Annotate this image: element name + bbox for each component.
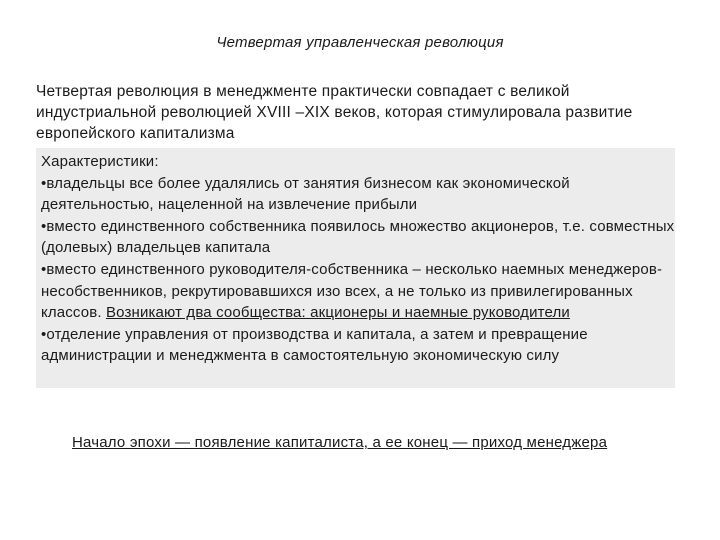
characteristic-item-3 — [41, 259, 675, 324]
characteristic-item-3-text: •вместо единственного руководителя-собственника – несколько наемных менеджеров-несобственников, рекрутировавшихся изо всех, а не только из привилегированных классов. — [41, 260, 663, 322]
conclusion-line: Начало эпохи — появление капиталиста, а ее конец — приход менеджера — [72, 434, 608, 451]
characteristic-item-1: •владельцы все более удалялись от занятия бизнесом как экономической деятельностью, нацеленной на извлечение прибыли — [41, 174, 570, 214]
characteristic-item-3-underlined: Возникают два сообщества: акционеры и наемные руководители — [106, 304, 570, 322]
slide-title: Четвертая управленческая революция — [216, 34, 504, 51]
characteristic-item-4: •отделение управления от производства и капитала, а затем и превращение администрации и менеджмента в самостоятельную экономическую силу — [41, 325, 588, 365]
characteristic-item-2: •вместо единственного собственника появилось множество акционеров, т.е. совместных (долевых) владельцев капитала — [41, 217, 675, 257]
characteristics-list — [41, 151, 675, 367]
characteristics-heading: Характеристики: — [41, 153, 159, 170]
intro-paragraph: Четвертая революция в менеджменте практически совпадает с великой индустриальной революцией XVIII –XIX веков, которая стимулировала развитие европейского капитализма — [36, 83, 633, 142]
